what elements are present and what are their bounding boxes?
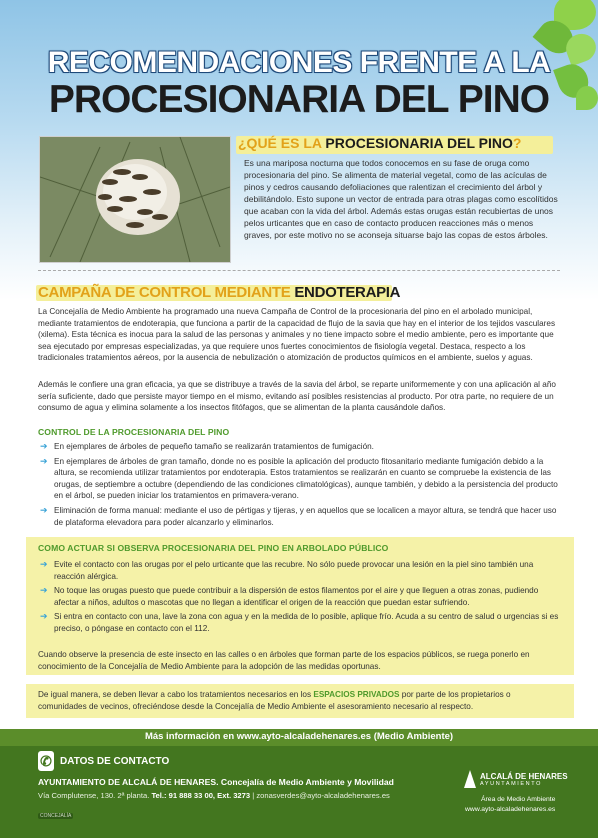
logo-subtitle: AYUNTAMIENTO (480, 781, 542, 787)
logo-name: ALCALÁ DE HENARES (480, 772, 568, 781)
list-item: ➔ Evite el contacto con las orugas por el pelo urticante que las recubre. No sólo puede provocar una lesión en la piel sino también una reacción alérgica. (40, 559, 534, 581)
title-line2: PROCESIONARIA DEL PINO (48, 78, 550, 121)
campaign-paragraph-2: Además le confiere una gran eficacia, ya que se distribuye a través de la savia del árbol, se reparte uniformemente y con una aplicación al año sería suficiente, dado que persiste mayor tiempo en el mismo, evitando así posibles resistencias al producto. Por otra parte, no requiere de un consumo de agua y elimina solamente a los insectos fitófagos, que se alimentan de la planta causándole daños. (38, 380, 556, 413)
title-line1: RECOMENDACIONES FRENTE A LA (47, 46, 551, 79)
more-info-bar (0, 729, 598, 746)
how-to-act-closing: Cuando observe la presencia de este insecto en las calles o en árboles que forman parte de los espacios públicos, se ruega ponerlo en conocimiento de la Concejalía de Medio Ambiente para la adopción de las medidas oportunas. (38, 650, 530, 671)
contact-footer (0, 746, 598, 838)
what-is-title: ¿QUÉ ES LA PROCESIONARIA DEL PINO? (238, 135, 522, 151)
logo-mark-icon (464, 770, 476, 788)
small-logo: CONCEJALÍA (40, 813, 72, 819)
contact-title: DATOS DE CONTACTO (60, 756, 170, 767)
logo-area: Área de Medio Ambiente (481, 796, 556, 803)
caterpillar-nest-photo (39, 136, 231, 263)
dashed-divider (38, 270, 560, 271)
what-is-text: Es una mariposa nocturna que todos conocemos en su fase de oruga como procesionaria del pino. Se alimenta de material vegetal, como de las acículas de pinos y cedros causando defoliaciones que ralentizan el crecimiento del árbol y debilitándolo. Esto supone un vector de entrada para otras plagas como escolítidos que acaban con la vida del árbol. Además estas orugas están recubiertas de unos pelos urticantes que en caso de contacto producen reacciones más o menos graves, por este motivo no se aconseja situarse bajo las copas de estos árboles. (244, 158, 558, 240)
list-item: ➔ En ejemplares de árboles de pequeño tamaño se realizarán tratamientos de fumigación. (40, 441, 374, 451)
arrow-icon: ➔ (40, 504, 48, 515)
how-to-act-list (38, 559, 560, 638)
arrow-icon: ➔ (40, 585, 48, 596)
control-title: CONTROL DE LA PROCESIONARIA DEL PINO (38, 427, 230, 437)
list-item: ➔ Eliminación de forma manual: mediante el uso de pértigas y tijeras, y en aquellos que se localicen a mayor altura, se tendrá que hacer uso de plataforma elevadora para poder alcanzarlo y eliminarlos. (40, 504, 557, 527)
logo-website[interactable]: www.ayto-alcaladehenares.es (465, 806, 556, 813)
contact-organization: AYUNTAMIENTO DE ALCALÁ DE HENARES. Concejalía de Medio Ambiente y Movilidad (38, 777, 394, 787)
arrow-icon: ➔ (40, 455, 48, 466)
list-item: ➔ No toque las orugas puesto que puede contribuir a la dispersión de estos filamentos por el aire y que lleguen a otras zonas, pudiendo afectar a niños, adultos o mascotas que no llegan a identificar el origen de la reacción que puedan estar sufriendo. (40, 585, 539, 607)
campaign-paragraph-1: La Concejalía de Medio Ambiente ha programado una nueva Campaña de Control de la procesionaria del pino en el arbolado municipal, mediante tratamientos de endoterapia, que funciona a partir de la capacidad de flujo de la savia que hay en el interior de los tejidos vasculares (xilema). Esta técnica es inocua para la salud de las personas y animales y no tiene impacto sobre el medio ambiente, pero es importante que sea ejecutado por empresas especializadas, ya que requiere unos fuertes conocimientos de fisiología vegetal. Destaca, respecto a los tradicionales tratamientos aéreos, por la ausencia de nebulización o atomización de productos químicos en el ambiente, suelos y aguas. (38, 307, 556, 363)
how-to-act-title: COMO ACTUAR SI OBSERVA PROCESIONARIA DEL PINO EN ARBOLADO PÚBLICO (38, 543, 389, 553)
control-list (38, 441, 560, 531)
contact-phone[interactable]: Tel.: 91 888 33 00, Ext. 3273 (151, 791, 251, 800)
arrow-icon: ➔ (40, 441, 48, 451)
arrow-icon: ➔ (40, 559, 48, 569)
list-item: ➔ En ejemplares de árboles de gran tamaño, donde no es posible la aplicación del producto fitosanitario mediante fumigación debido a la altura, se recomienda utilizar tratamientos por endoterapia. Estos tratamientos se realizarán en cuanto se compruebe la existencia de las orugas, de septiembre a octubre (dependiendo de las condiciones climatológicas), aunque también, y debido a la persistencia del producto en el árbol, se pueden iniciar los tratamientos en primavera-verano. (40, 455, 558, 501)
arrow-icon: ➔ (40, 611, 48, 622)
list-item: ➔ Si entra en contacto con una, lave la zona con agua y en la medida de lo posible, aplique frío. Acuda a su centro de salud o urgencias si es preciso, o póngase en contacto con el 112. (40, 611, 559, 633)
contact-address-line: Vía Complutense, 130. 2ª planta. Tel.: 91 888 33 00, Ext. 3273 | zonasverdes@ayto-alcaladehenares.es (38, 791, 390, 800)
campaign-title: CAMPAÑA DE CONTROL MEDIANTE ENDOTERAPIA (38, 284, 401, 301)
private-note: De igual manera, se deben llevar a cabo los tratamientos necesarios en los ESPACIOS PRIVADOS por parte de los propietarios o comunidades de vecinos, ofreciéndose desde la Concejalía de Medio Ambiente el asesoramiento necesario al respecto. (38, 690, 511, 711)
contact-email[interactable]: zonasverdes@ayto-alcaladehenares.es (256, 791, 390, 800)
phone-icon: ✆ (38, 751, 54, 771)
more-info-link[interactable]: Más información en www.ayto-alcaladehenares.es (Medio Ambiente) (144, 731, 454, 742)
